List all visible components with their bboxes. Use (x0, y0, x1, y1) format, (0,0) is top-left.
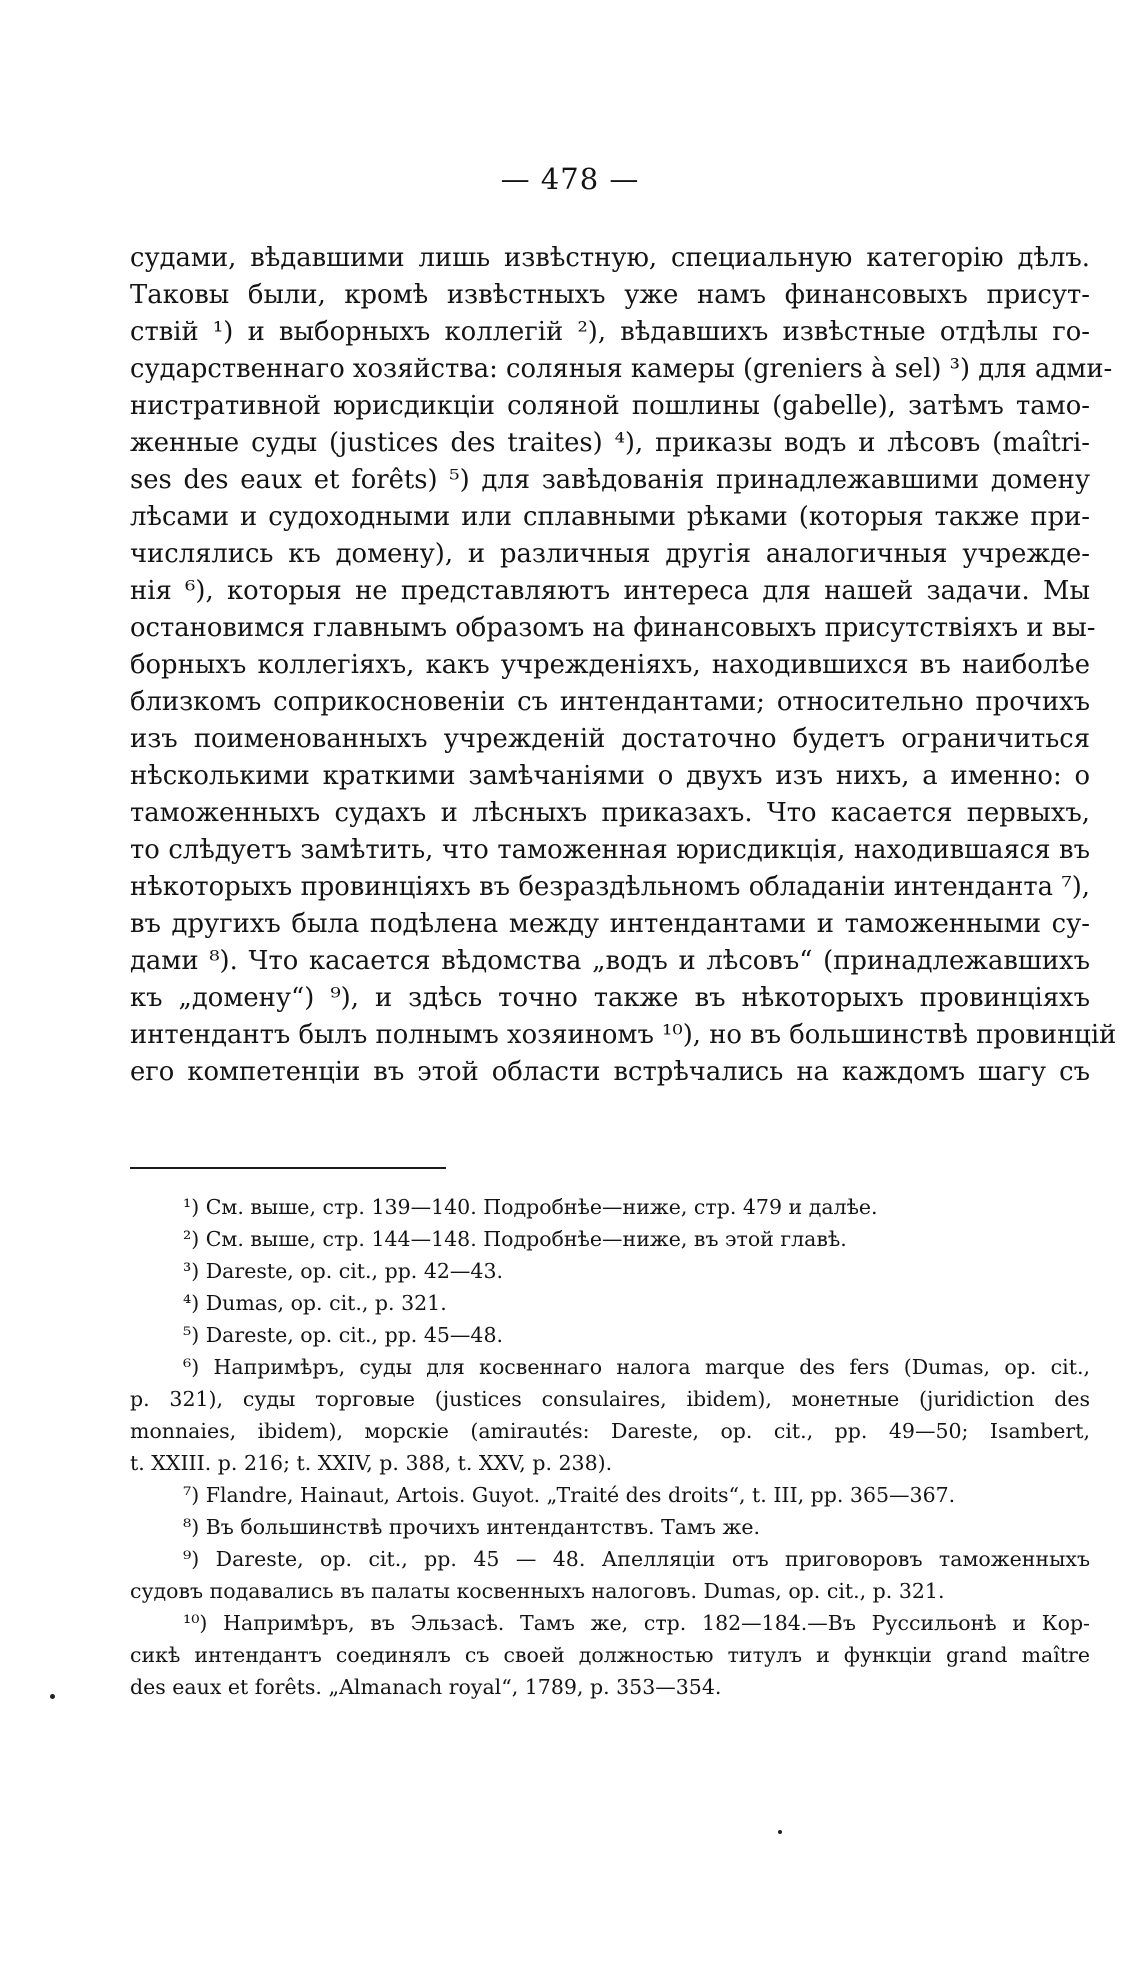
footnote-continuation: судовъ подавались въ палаты косвенныхъ налоговъ. Dumas, op. cit., p. 321. (130, 1579, 945, 1603)
text-line: ses des eaux et forêts) ⁵) для завѣдованія принадлежавшими домену (130, 465, 1090, 495)
footnote: ⁴) Dumas, op. cit., p. 321. (183, 1291, 447, 1315)
footnote-continuation: des eaux et forêts. „Almanach royal“, 1789, p. 353—354. (130, 1675, 722, 1699)
text-line: нѣкоторыхъ провинціяхъ въ безраздѣльномъ обладаніи интенданта ⁷), (130, 872, 1090, 902)
footnote: ⁹) Dareste, op. cit., pp. 45 — 48. Апелляціи отъ приговоровъ таможенныхъ (183, 1547, 1090, 1571)
scan-speck (778, 1830, 782, 1834)
text-line: нія ⁶), которыя не представляютъ интереса для нашей задачи. Мы (130, 576, 1090, 606)
footnote: ⁶) Напримѣръ, суды для косвеннаго налога marque des fers (Dumas, op. cit., (183, 1355, 1090, 1379)
scan-speck (50, 1694, 55, 1699)
footnote: ¹) См. выше, стр. 139—140. Подробнѣе—ниже, стр. 479 и далѣе. (183, 1195, 878, 1219)
text-line: то слѣдуетъ замѣтить, что таможенная юрисдикція, находившаяся въ (130, 835, 1090, 865)
text-line: ствій ¹) и выборныхъ коллегій ²), вѣдавшихъ извѣстные отдѣлы го- (130, 317, 1090, 347)
text-line: въ другихъ была подѣлена между интендантами и таможенными су- (130, 909, 1090, 939)
footnote: ²) См. выше, стр. 144—148. Подробнѣе—ниже, въ этой главѣ. (183, 1227, 847, 1251)
footnote: ¹⁰) Напримѣръ, въ Эльзасѣ. Тамъ же, стр. 182—184.—Въ Руссильонѣ и Кор- (183, 1611, 1090, 1635)
text-line: борныхъ коллегіяхъ, какъ учрежденіяхъ, находившихся въ наиболѣе (130, 650, 1090, 680)
text-line: близкомъ соприкосновеніи съ интендантами; относительно прочихъ (130, 687, 1090, 717)
text-line: нистративной юрисдикціи соляной пошлины (gabelle), затѣмъ тамо- (130, 391, 1090, 421)
footnote: ⁸) Въ большинствѣ прочихъ интендантствъ. Тамъ же. (183, 1515, 760, 1539)
text-line: его компетенціи въ этой области встрѣчались на каждомъ шагу съ (130, 1057, 1090, 1087)
text-line: нѣсколькими краткими замѣчаніями о двухъ изъ нихъ, а именно: о (130, 761, 1090, 791)
footnote: ⁷) Flandre, Hainaut, Artois. Guyot. „Traité des droits“, t. III, pp. 365—367. (183, 1483, 956, 1507)
footnote-continuation: p. 321), суды торговые (justices consulaires, ibidem), монетные (juridiction des (130, 1387, 1090, 1411)
footnote-continuation: сикѣ интендантъ соединялъ съ своей должностью титулъ и функціи grand maître (130, 1643, 1090, 1667)
text-line: лѣсами и судоходными или сплавными рѣками (которыя также при- (130, 502, 1090, 532)
footnote: ³) Dareste, op. cit., pp. 42—43. (183, 1259, 504, 1283)
footnote: ⁵) Dareste, op. cit., pp. 45—48. (183, 1323, 504, 1347)
footnote-continuation: t. XXIII. p. 216; t. XXIV, p. 388, t. XXV, p. 238). (130, 1451, 613, 1475)
text-line: женные суды (justices des traites) ⁴), приказы водъ и лѣсовъ (maîtri- (130, 428, 1090, 458)
text-line: числялись къ домену), и различныя другія аналогичныя учрежде- (130, 539, 1090, 569)
footnote-continuation: monnaies, ibidem), морскіе (amirautés: Dareste, op. cit., pp. 49—50; Isambert, (130, 1419, 1090, 1443)
page-number: — 478 — (500, 162, 640, 196)
text-line: сударственнаго хозяйства: соляныя камеры (greniers à sel) ³) для адми- (130, 354, 1113, 384)
text-line: интендантъ былъ полнымъ хозяиномъ ¹⁰), но въ большинствѣ провинцій (130, 1020, 1117, 1050)
text-line: остановимся главнымъ образомъ на финансовыхъ присутствіяхъ и вы- (130, 613, 1096, 643)
text-line: дами ⁸). Что касается вѣдомства „водъ и лѣсовъ“ (принадлежавшихъ (130, 946, 1090, 976)
text-line: судами, вѣдавшими лишь извѣстную, специальную категорію дѣлъ. (130, 243, 1090, 273)
text-line: Таковы были, кромѣ извѣстныхъ уже намъ финансовыхъ присут- (130, 280, 1090, 310)
text-line: таможенныхъ судахъ и лѣсныхъ приказахъ. Что касается первыхъ, (130, 798, 1090, 828)
footnote-divider (130, 1167, 446, 1169)
text-line: изъ поименованныхъ учрежденій достаточно будетъ ограничиться (130, 724, 1090, 754)
text-line: къ „домену“) ⁹), и здѣсь точно также въ нѣкоторыхъ провинціяхъ (130, 983, 1090, 1013)
